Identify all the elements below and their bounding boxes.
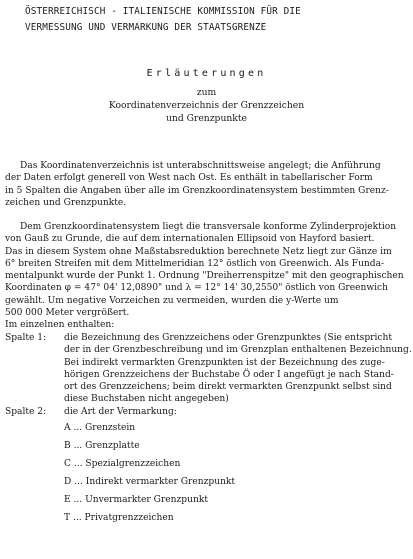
vermarkung-item: B ... Grenzplatte <box>64 441 140 451</box>
para2-line: 500 000 Meter vergrößert. <box>5 308 130 318</box>
document-title: Erläuterungen <box>146 68 267 79</box>
para1-line: zeichen und Grenzpunkte. <box>5 198 127 208</box>
para1-line: Das Koordinatenverzeichnis ist unterabschnittsweise angelegt; die Anführung <box>20 161 381 171</box>
spalte2-intro: die Art der Vermarkung: <box>64 407 177 417</box>
subtitle-line-1: zum <box>196 87 217 98</box>
para1-line: der Daten erfolgt generell von West nach Ost. Es enthält in tabellarischer Form <box>5 173 373 183</box>
vermarkung-item: C ... Spezialgrenzzeichen <box>64 459 181 469</box>
para2-line: Im einzelnen enthalten: <box>5 320 115 330</box>
para2-line: Koordinaten φ = 47° 04' 12,0890" und λ = 12° 14' 30,2550" östlich von Greenwich <box>5 283 388 293</box>
vermarkung-item: E ... Unvermarkter Grenzpunkt <box>64 495 208 505</box>
vermarkung-item: T ... Privatgrenzzeichen <box>64 513 174 523</box>
spalte1-line: der in der Grenzbeschreibung und im Grenzplan enthaltenen Bezeichnung. <box>64 345 412 355</box>
vermarkung-item: D ... Indirekt vermarkter Grenzpunkt <box>64 477 236 487</box>
spalte1-line: Bei indirekt vermarkten Grenzpunkten ist der Bezeichnung des zuge- <box>64 358 385 368</box>
spalte1-label: Spalte 1: <box>5 333 47 343</box>
para1-line: in 5 Spalten die Angaben über alle im Grenzkoordinatensystem bestimmten Grenz- <box>5 186 389 196</box>
para2-line: Dem Grenzkoordinatensystem liegt die transversale konforme Zylinderprojektion <box>20 222 397 232</box>
para2-line: von Gauß zu Grunde, die auf dem internationalen Ellipsoid von Hayford basiert. <box>5 234 375 244</box>
para2-line: Das in diesem System ohne Maßstabsreduktion berechnete Netz liegt zur Gänze im <box>5 247 392 257</box>
para2-line: 6° breiten Streifen mit dem Mittelmeridian 12° östlich von Greenwich. Als Funda- <box>5 259 385 269</box>
spalte1-line: diese Buchstaben nicht angegeben) <box>64 394 229 404</box>
vermarkung-item: A ... Grenzstein <box>64 423 136 433</box>
spalte1-line: ort des Grenzzeichens; beim direkt vermarkten Grenzpunkt selbst sind <box>64 382 392 392</box>
subtitle-line-2: Koordinatenverzeichnis der Grenzzeichen <box>108 100 305 111</box>
spalte1-line: hörigen Grenzzeichens der Buchstabe Ö oder I angefügt je nach Stand- <box>64 370 394 380</box>
header-line-2: VERMESSUNG UND VERMARKUNG DER STAATSGRENZE <box>25 22 267 33</box>
spalte1-line: die Bezeichnung des Grenzzeichens oder Grenzpunktes (Sie entspricht <box>64 333 393 343</box>
subtitle-line-3: und Grenzpunkte <box>166 113 247 124</box>
para2-line: gewählt. Um negative Vorzeichen zu vermeiden, wurden die y-Werte um <box>5 296 339 306</box>
para2-line: mentalpunkt wurde der Punkt 1. Ordnung "Dreiherrenspitze" mit den geographischen <box>5 271 404 281</box>
header-line-1: ÖSTERREICHISCH - ITALIENISCHE KOMMISSION FÜR DIE <box>25 6 301 17</box>
spalte2-label: Spalte 2: <box>5 407 47 417</box>
